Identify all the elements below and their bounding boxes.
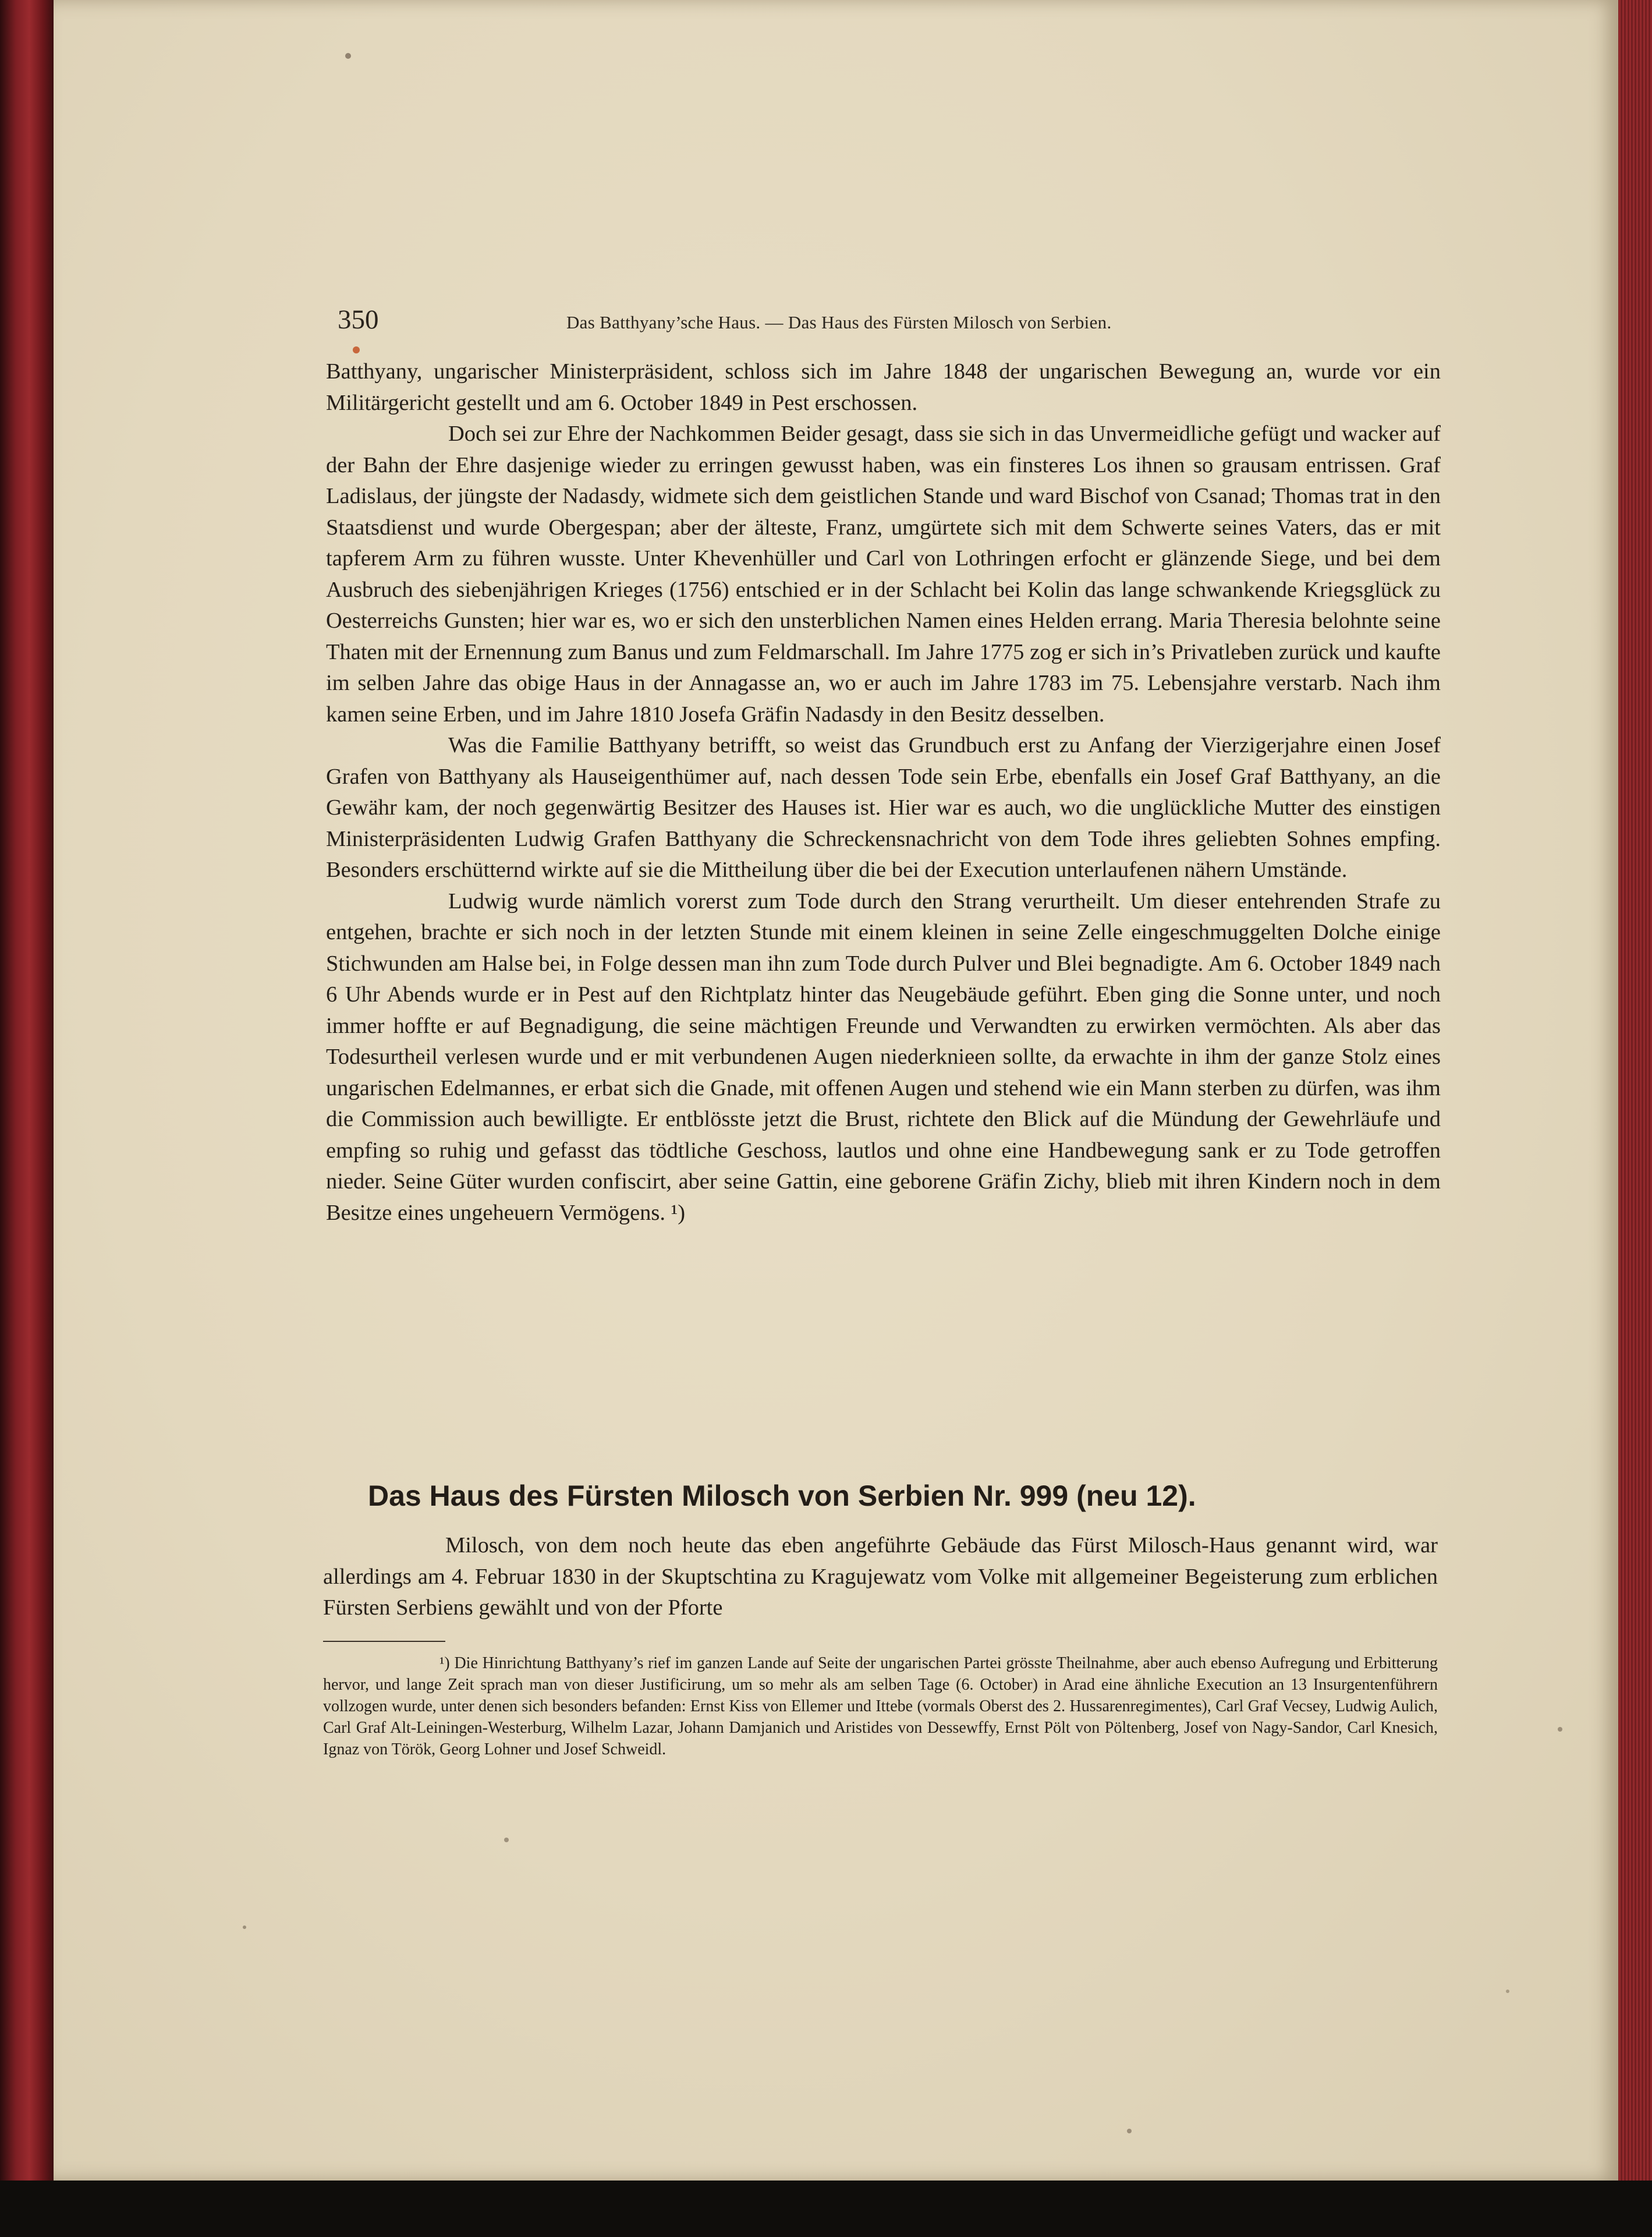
section-heading: Das Haus des Fürsten Milosch von Serbien Nr. 999 (neu 12). [368, 1479, 1196, 1512]
paragraph-4: Ludwig wurde nämlich vorerst zum Tode durch den Strang verurtheilt. Um dieser entehrenden Strafe zu entgehen, brachte er sich noch in der letzten Stunde mit einem kleinen in seine Zelle eingeschmuggelten Dolche einige Stichwunden am Halse bei, in Folge dessen man ihn zum Tode durch Pulver und Blei begnadigte. Am 6. October 1849 nach 6 Uhr Abends wurde er in Pest auf den Richtplatz hinter das Neugebäude geführt. Eben ging die Sonne unter, und noch immer hoffte er auf Begnadigung, die seine mächtigen Freunde und Verwandten zu erwirken vermöchten. Als aber das Todesurtheil verlesen wurde und er mit verbundenen Augen niederknieen sollte, da erwachte in ihm der ganze Stolz eines ungarischen Edelmannes, er erbat sich die Gnade, mit offenen Augen und stehend wie ein Mann sterben zu dürfen, was ihm die Commission auch bewilligte. Er entblösste jetzt die Brust, richtete den Blick auf die Mündung der Gewehrläufe und empfing so ruhig und gefasst das tödtliche Geschoss, lautlos und ohne eine Handbewegung sank er zu Tode getroffen nieder. Seine Güter wurden confiscirt, aber seine Gattin, eine geborene Gräfin Zichy, blieb mit ihren Kindern noch in dem Besitze eines ungeheuern Vermögens. ¹) [326, 889, 1441, 1225]
main-text [326, 356, 1441, 1229]
footnote-rule [323, 1641, 445, 1642]
paragraph-1: Batthyany, ungarischer Ministerpräsident, schloss sich im Jahre 1848 der ungarischen Bewegung an, wurde vor ein Militärgericht gestellt und am 6. October 1849 in Pest erschossen. [326, 359, 1441, 415]
paragraph-3: Was die Familie Batthyany betrifft, so weist das Grundbuch erst zu Anfang der Vierzigerjahre einen Josef Grafen von Batthyany als Hauseigenthümer auf, nach dessen Tode sein Erbe, ebenfalls ein Josef Graf Batthyany, an die Gewähr kam, der noch gegenwärtig Besitzer des Hauses ist. Hier war es auch, wo die unglückliche Mutter des einstigen Ministerpräsidenten Ludwig Grafen Batthyany die Schreckensnachricht von dem Tode ihres geliebten Sohnes empfing. Besonders erschütternd wirkte auf sie die Mittheilung über die bei der Execution unterlaufenen nähern Umstände. [326, 733, 1441, 882]
bottom-shadow [0, 2181, 1652, 2237]
footnotes [323, 1652, 1438, 1760]
red-binding-edge [0, 0, 54, 2237]
right-page-edges [1618, 0, 1652, 2207]
paragraph-2: Doch sei zur Ehre der Nachkommen Beider gesagt, dass sie sich in das Unvermeidliche gefügt und wacker auf der Bahn der Ehre dasjenige wieder zu erringen gewusst haben, was ein finsteres Los ihnen so grausam entrissen. Graf Ladislaus, der jüngste der Nadasdy, widmete sich dem geistlichen Stande und ward Bischof von Csanad; Thomas trat in den Staatsdienst und wurde Obergespan; aber der älteste, Franz, umgürtete sich mit dem Schwerte seines Vaters, das er mit tapferem Arm zu führen wusste. Unter Khevenhüller und Carl von Lothringen erfocht er glänzende Siege, und bei dem Ausbruch des siebenjährigen Krieges (1756) entschied er in der Schlacht bei Kolin das lange schwankende Kriegsglück zu Oesterreichs Gunsten; hier war es, wo er sich den unsterblichen Namen eines Helden errang. Maria Theresia belohnte seine Thaten mit der Ernennung zum Banus und zum Feldmarschall. Im Jahre 1775 zog er sich in’s Privatleben zurück und kaufte im selben Jahre das obige Haus in der Annagasse an, wo er auch im Jahre 1783 im 75. Lebensjahre verstarb. Nach ihm kamen seine Erben, und im Jahre 1810 Josefa Gräfin Nadasdy in den Besitz desselben. [326, 422, 1441, 727]
page-number: 350 [338, 305, 379, 335]
page-header [338, 304, 1234, 345]
footnote-1: ¹) Die Hinrichtung Batthyany’s rief im ganzen Lande auf Seite der ungarischen Partei grösste Theilnahme, aber auch ebenso Aufregung und Erbitterung hervor, und lange Zeit sprach man von dieser Justificirung, um so mehr als am selben Tage (6. October) in Arad eine ähnliche Execution an 13 Insurgentenführern vollzogen wurde, unter denen sich besonders befanden: Ernst Kiss von Ellemer und Ittebe (vormals Oberst des 2. Hussarenregimentes), Carl Graf Vecsey, Ludwig Aulich, Carl Graf Alt-Leiningen-Westerburg, Wilhelm Lazar, Johann Damjanich und Aristides von Dessewffy, Ernst Pölt von Pöltenberg, Josef von Nagy-Sandor, Carl Knesich, Ignaz von Török, Georg Lohner und Josef Schweidl. [323, 1654, 1438, 1758]
section-text [323, 1530, 1438, 1624]
running-title: Das Batthyany’sche Haus. — Das Haus des Fürsten Milosch von Serbien. [566, 312, 1112, 332]
section-paragraph: Milosch, von dem noch heute das eben angeführte Gebäude das Fürst Milosch-Haus genannt wird, war allerdings am 4. Februar 1830 in der Skuptschtina zu Kragujewatz vom Volke mit allgemeiner Begeisterung zum erblichen Fürsten Serbiens gewählt und von der Pforte [323, 1533, 1438, 1620]
